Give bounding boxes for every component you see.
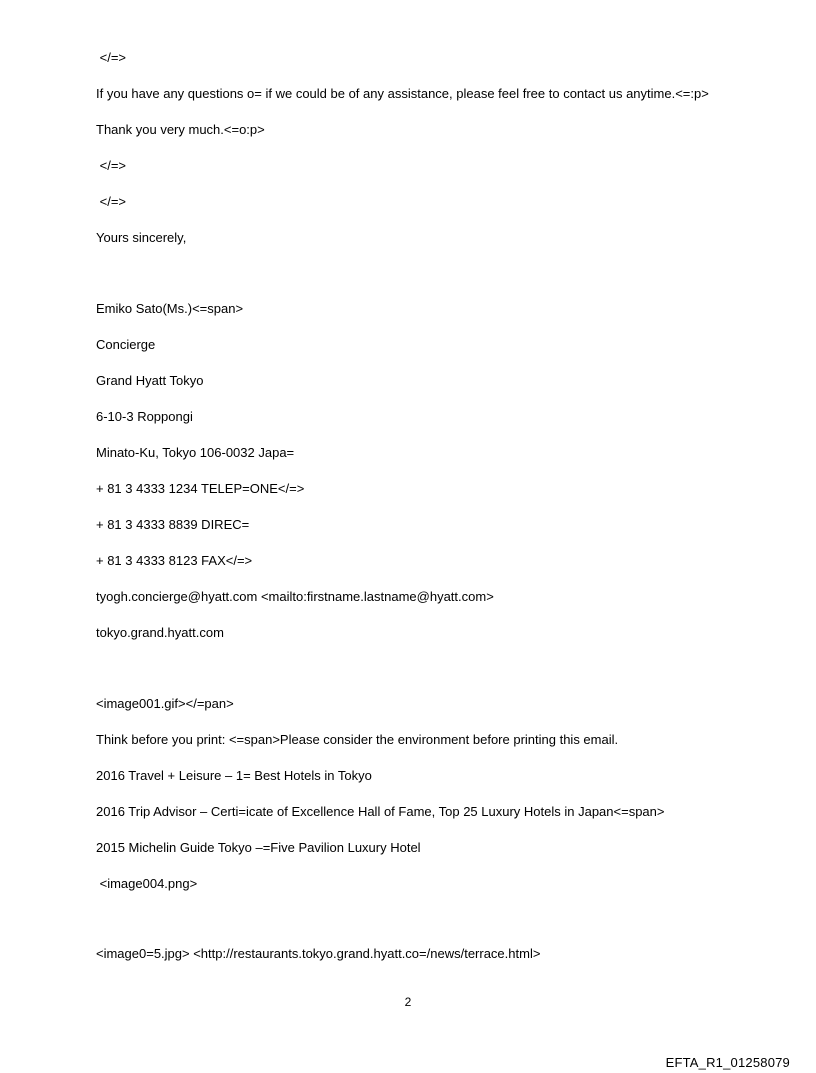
signature-name: Emiko Sato(Ms.)<=span> (96, 301, 244, 316)
award-michelin: 2015 Michelin Guide Tokyo –=Five Pavilion Luxury Hotel (96, 840, 421, 855)
environment-notice: Think before you print: <=span>Please consider the environment before printing this email. (96, 732, 619, 747)
signature-hotel: Grand Hyatt Tokyo (96, 373, 204, 388)
image001-placeholder: <image001.gif></=pan> (96, 696, 234, 711)
address-street: 6-10-3 Roppongi (96, 409, 193, 424)
closing-tag-line-1: </=> (96, 50, 126, 65)
questions-line: If you have any questions o= if we could be of any assistance, please feel free to contact us anytime.<=:p> (96, 86, 709, 101)
image005-link-line: <image0=5.jpg> <http://restaurants.tokyo.grand.hyatt.co=/news/terrace.html> (96, 946, 541, 961)
thanks-line: Thank you very much.<=o:p> (96, 122, 265, 137)
website-line: tokyo.grand.hyatt.com (96, 625, 224, 640)
image004-placeholder: <image004.png> (96, 876, 198, 891)
sign-off: Yours sincerely, (96, 230, 187, 245)
closing-tag-line-2: </=> (96, 158, 126, 173)
address-city: Minato-Ku, Tokyo 106-0032 Japa= (96, 445, 295, 460)
page-number: 2 (404, 995, 412, 1009)
closing-tag-line-3: </=> (96, 194, 126, 209)
document-id: EFTA_R1_01258079 (665, 1055, 790, 1070)
signature-title: Concierge (96, 337, 156, 352)
award-trip-advisor: 2016 Trip Advisor – Certi=icate of Excellence Hall of Fame, Top 25 Luxury Hotels in Japan<=span> (96, 804, 665, 819)
email-line: tyogh.concierge@hyatt.com <mailto:firstname.lastname@hyatt.com> (96, 589, 494, 604)
direct-line: + 81 3 4333 8839 DIREC= (96, 517, 250, 532)
award-travel-leisure: 2016 Travel + Leisure – 1= Best Hotels in Tokyo (96, 768, 372, 783)
fax-line: + 81 3 4333 8123 FAX</=> (96, 553, 253, 568)
telephone-line: + 81 3 4333 1234 TELEP=ONE</=> (96, 481, 305, 496)
